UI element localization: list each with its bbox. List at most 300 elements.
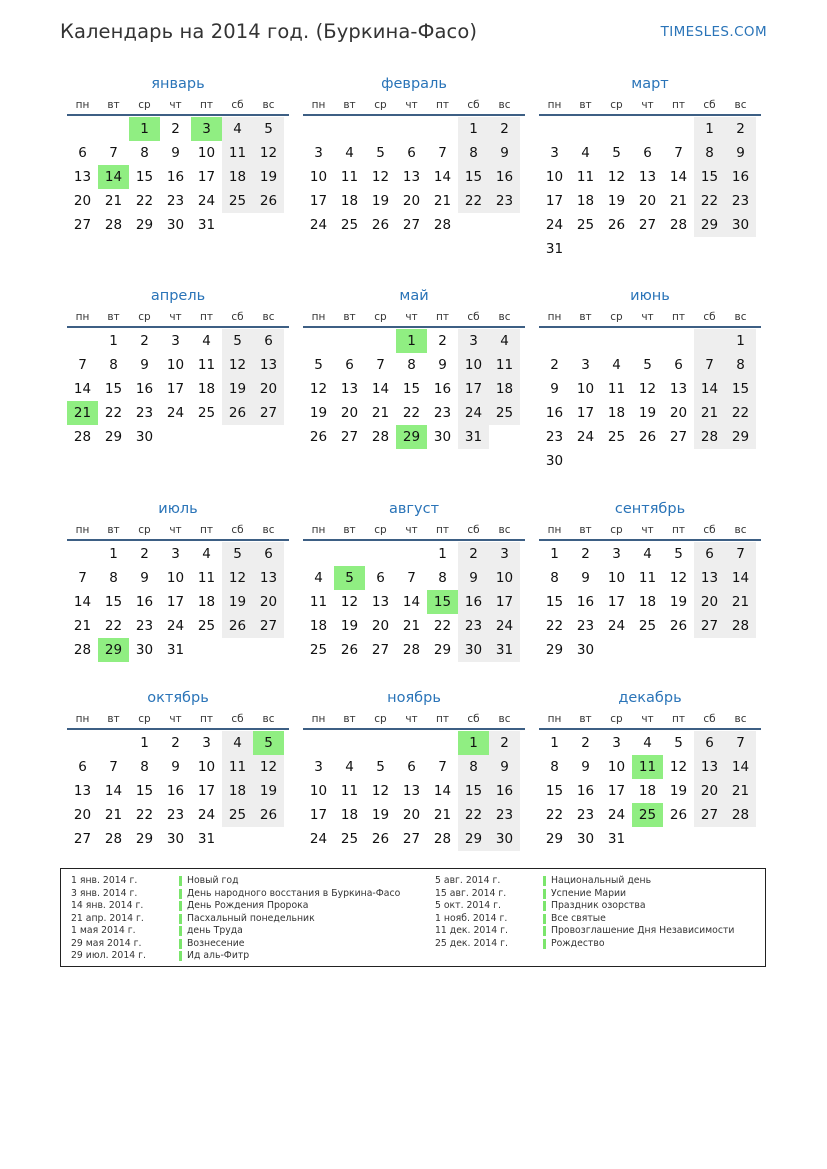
- weekend-day-cell: 15: [458, 779, 489, 803]
- empty-day-cell: [632, 117, 663, 141]
- day-cell: 2: [581, 546, 590, 562]
- day-cell: 9: [550, 381, 559, 397]
- holiday-marker: [179, 889, 182, 899]
- day-cell: 17: [607, 783, 626, 799]
- day-cell: 8: [109, 357, 118, 373]
- weekend-day-cell: 29: [694, 213, 725, 237]
- weekend-day-cell: 15: [725, 377, 756, 401]
- weekend-day-cell: 23: [725, 189, 756, 213]
- holiday-legend: [60, 868, 766, 967]
- day-cell: 10: [309, 169, 328, 185]
- weekday-label: пн: [75, 99, 90, 111]
- weekend-day-cell: 5: [222, 329, 253, 353]
- day-cell: 10: [197, 145, 216, 161]
- month-name: май: [399, 288, 429, 304]
- day-cell: 11: [197, 357, 216, 373]
- weekday-label: чт: [641, 311, 654, 323]
- day-cell: 18: [607, 405, 626, 421]
- day-cell: 18: [638, 594, 657, 610]
- day-cell: 6: [78, 145, 87, 161]
- empty-day-cell: [98, 731, 129, 755]
- weekend-day-cell: 12: [222, 353, 253, 377]
- weekend-day-cell: 23: [489, 803, 520, 827]
- weekend-day-cell: 13: [694, 755, 725, 779]
- day-cell: 10: [576, 381, 595, 397]
- holiday-day-cell: 25: [632, 803, 663, 827]
- empty-day-cell: [67, 117, 98, 141]
- day-cell: 28: [371, 429, 390, 445]
- day-grid: [539, 731, 761, 851]
- day-cell: 27: [73, 217, 92, 233]
- day-cell: 22: [104, 618, 123, 634]
- day-cell: 25: [309, 642, 328, 658]
- weekend-day-cell: 27: [694, 614, 725, 638]
- weekend-day-cell: 19: [253, 779, 284, 803]
- day-cell: 27: [402, 831, 421, 847]
- month-block: [67, 688, 289, 851]
- day-cell: 23: [135, 618, 154, 634]
- day-cell: 12: [371, 169, 390, 185]
- day-cell: 7: [109, 759, 118, 775]
- legend-date: 11 дек. 2014 г.: [435, 925, 508, 936]
- day-cell: 27: [638, 217, 657, 233]
- day-cell: 11: [309, 594, 328, 610]
- day-cell: 5: [643, 357, 652, 373]
- weekday-label: вс: [734, 311, 747, 323]
- day-cell: 18: [309, 618, 328, 634]
- day-cell: 4: [581, 145, 590, 161]
- day-cell: 4: [202, 333, 211, 349]
- weekday-label: чт: [641, 524, 654, 536]
- day-cell: 10: [166, 570, 185, 586]
- day-cell: 13: [371, 594, 390, 610]
- day-cell: 19: [371, 193, 390, 209]
- empty-day-cell: [570, 117, 601, 141]
- day-cell: 18: [197, 594, 216, 610]
- day-cell: 2: [171, 735, 180, 751]
- weekday-header: [539, 97, 761, 116]
- day-cell: 30: [166, 217, 185, 233]
- legend-column-left: [71, 875, 400, 963]
- empty-day-cell: [396, 117, 427, 141]
- day-cell: 4: [202, 546, 211, 562]
- day-cell: 17: [309, 807, 328, 823]
- day-cell: 3: [314, 759, 323, 775]
- weekday-label: пт: [672, 713, 685, 725]
- day-cell: 2: [550, 357, 559, 373]
- day-cell: 28: [73, 642, 92, 658]
- weekday-header: [303, 522, 525, 541]
- site-link[interactable]: TIMESLES.COM: [660, 24, 767, 40]
- weekend-day-cell: 28: [694, 425, 725, 449]
- legend-row: [71, 888, 400, 901]
- month-name: июль: [158, 501, 198, 517]
- legend-date: 1 нояб. 2014 г.: [435, 912, 508, 924]
- day-cell: 8: [438, 570, 447, 586]
- holiday-day-cell: 29: [396, 425, 427, 449]
- month-block: [67, 286, 289, 449]
- weekend-day-cell: 4: [222, 117, 253, 141]
- weekday-label: чт: [169, 99, 182, 111]
- day-cell: 1: [109, 333, 118, 349]
- weekday-label: ср: [610, 713, 623, 725]
- weekend-day-cell: 28: [725, 803, 756, 827]
- weekend-day-cell: 6: [253, 542, 284, 566]
- day-cell: 19: [340, 618, 359, 634]
- day-cell: 16: [166, 169, 185, 185]
- weekday-header: [67, 711, 289, 730]
- month-name: январь: [151, 76, 205, 92]
- weekend-day-cell: 13: [694, 566, 725, 590]
- day-cell: 22: [104, 405, 123, 421]
- day-cell: 22: [135, 807, 154, 823]
- day-cell: 12: [340, 594, 359, 610]
- month-name: февраль: [381, 76, 447, 92]
- day-cell: 16: [576, 783, 595, 799]
- day-cell: 12: [638, 381, 657, 397]
- month-name: апрель: [150, 288, 206, 304]
- holiday-day-cell: 5: [334, 566, 365, 590]
- weekend-day-cell: 28: [725, 614, 756, 638]
- day-cell: 22: [545, 807, 564, 823]
- day-cell: 30: [576, 642, 595, 658]
- day-grid: [303, 117, 525, 237]
- holiday-marker: [543, 889, 546, 899]
- weekend-day-cell: 24: [458, 401, 489, 425]
- weekend-day-cell: 13: [253, 566, 284, 590]
- month-block: [67, 74, 289, 237]
- empty-day-cell: [67, 329, 98, 353]
- day-cell: 24: [309, 831, 328, 847]
- weekend-day-cell: 7: [694, 353, 725, 377]
- weekend-day-cell: 24: [489, 614, 520, 638]
- weekday-label: пн: [547, 311, 562, 323]
- day-cell: 29: [135, 831, 154, 847]
- day-grid: [67, 329, 289, 449]
- weekend-day-cell: 22: [458, 803, 489, 827]
- month-name: август: [388, 501, 440, 517]
- day-cell: 19: [669, 594, 688, 610]
- day-cell: 21: [104, 807, 123, 823]
- day-cell: 23: [166, 807, 185, 823]
- weekend-day-cell: 2: [489, 731, 520, 755]
- day-cell: 5: [376, 759, 385, 775]
- day-cell: 28: [73, 429, 92, 445]
- empty-day-cell: [632, 329, 663, 353]
- day-cell: 17: [545, 193, 564, 209]
- day-cell: 22: [433, 618, 452, 634]
- weekend-day-cell: 9: [725, 141, 756, 165]
- weekday-label: пн: [547, 713, 562, 725]
- day-cell: 2: [438, 333, 447, 349]
- legend-holiday-name: День народного восстания в Буркина-Фасо: [187, 887, 401, 899]
- legend-row: [71, 913, 400, 926]
- day-cell: 23: [433, 405, 452, 421]
- weekday-label: ср: [138, 713, 151, 725]
- holiday-marker: [179, 939, 182, 949]
- month-block: [539, 688, 761, 851]
- weekday-label: вт: [579, 713, 592, 725]
- weekend-day-cell: 21: [725, 779, 756, 803]
- day-cell: 28: [104, 831, 123, 847]
- day-cell: 10: [309, 783, 328, 799]
- empty-day-cell: [365, 117, 396, 141]
- day-cell: 30: [135, 429, 154, 445]
- weekend-day-cell: 16: [458, 590, 489, 614]
- weekend-day-cell: 14: [725, 566, 756, 590]
- weekend-day-cell: 17: [489, 590, 520, 614]
- legend-holiday-name: день Труда: [187, 925, 243, 936]
- weekend-day-cell: 19: [222, 590, 253, 614]
- weekend-day-cell: 26: [253, 189, 284, 213]
- weekday-label: пт: [672, 99, 685, 111]
- weekend-day-cell: 6: [253, 329, 284, 353]
- empty-day-cell: [427, 117, 458, 141]
- day-cell: 12: [371, 783, 390, 799]
- day-cell: 5: [612, 145, 621, 161]
- weekend-day-cell: 20: [694, 590, 725, 614]
- day-cell: 26: [638, 429, 657, 445]
- day-cell: 30: [576, 831, 595, 847]
- holiday-marker: [543, 926, 546, 936]
- holiday-day-cell: 1: [396, 329, 427, 353]
- day-cell: 13: [340, 381, 359, 397]
- weekday-label: вт: [343, 524, 356, 536]
- empty-day-cell: [601, 329, 632, 353]
- day-cell: 6: [345, 357, 354, 373]
- weekend-day-cell: 13: [253, 353, 284, 377]
- weekday-label: сб: [467, 99, 480, 111]
- day-cell: 29: [135, 217, 154, 233]
- day-cell: 6: [407, 759, 416, 775]
- weekend-day-cell: 25: [489, 401, 520, 425]
- day-cell: 11: [197, 570, 216, 586]
- empty-day-cell: [334, 731, 365, 755]
- day-cell: 1: [550, 546, 559, 562]
- day-cell: 31: [197, 831, 216, 847]
- weekend-day-cell: 6: [694, 731, 725, 755]
- weekday-label: сб: [467, 311, 480, 323]
- day-cell: 23: [576, 807, 595, 823]
- weekend-day-cell: 2: [725, 117, 756, 141]
- day-cell: 8: [407, 357, 416, 373]
- weekday-label: чт: [641, 99, 654, 111]
- month-block: [303, 74, 525, 237]
- weekend-day-cell: 30: [489, 827, 520, 851]
- day-cell: 8: [109, 570, 118, 586]
- empty-day-cell: [67, 731, 98, 755]
- weekday-label: пт: [200, 311, 213, 323]
- day-cell: 13: [402, 783, 421, 799]
- day-cell: 3: [581, 357, 590, 373]
- day-cell: 17: [166, 594, 185, 610]
- weekend-day-cell: 15: [458, 165, 489, 189]
- weekend-day-cell: 5: [222, 542, 253, 566]
- day-cell: 6: [376, 570, 385, 586]
- weekend-day-cell: 20: [253, 590, 284, 614]
- empty-day-cell: [334, 542, 365, 566]
- weekday-label: ср: [138, 311, 151, 323]
- holiday-day-cell: 5: [253, 731, 284, 755]
- day-cell: 11: [340, 783, 359, 799]
- day-cell: 18: [197, 381, 216, 397]
- weekday-label: вс: [262, 99, 275, 111]
- day-cell: 27: [340, 429, 359, 445]
- weekday-label: чт: [405, 99, 418, 111]
- weekend-day-cell: 3: [458, 329, 489, 353]
- day-cell: 12: [607, 169, 626, 185]
- empty-day-cell: [694, 329, 725, 353]
- weekday-label: вт: [107, 713, 120, 725]
- weekday-label: пн: [75, 713, 90, 725]
- legend-row: [71, 925, 400, 938]
- day-cell: 24: [197, 807, 216, 823]
- weekend-day-cell: 5: [253, 117, 284, 141]
- day-cell: 3: [612, 735, 621, 751]
- day-cell: 15: [104, 381, 123, 397]
- day-cell: 23: [135, 405, 154, 421]
- weekend-day-cell: 12: [253, 141, 284, 165]
- legend-holiday-name: Праздник озорства: [551, 900, 646, 911]
- day-cell: 8: [140, 145, 149, 161]
- weekday-label: сб: [467, 524, 480, 536]
- weekend-day-cell: 26: [222, 401, 253, 425]
- legend-date: 5 окт. 2014 г.: [435, 900, 501, 911]
- day-cell: 15: [402, 381, 421, 397]
- weekday-label: ср: [374, 99, 387, 111]
- day-cell: 26: [309, 429, 328, 445]
- day-cell: 21: [73, 618, 92, 634]
- legend-holiday-name: Все святые: [551, 912, 606, 924]
- legend-date: 29 июл. 2014 г.: [71, 950, 146, 961]
- day-cell: 3: [171, 546, 180, 562]
- day-cell: 28: [402, 642, 421, 658]
- month-block: [303, 499, 525, 662]
- weekday-label: вс: [262, 311, 275, 323]
- day-cell: 26: [607, 217, 626, 233]
- weekend-day-cell: 17: [458, 377, 489, 401]
- day-cell: 20: [73, 807, 92, 823]
- weekday-label: вт: [343, 99, 356, 111]
- weekday-label: чт: [641, 713, 654, 725]
- weekday-label: ср: [610, 311, 623, 323]
- weekend-day-cell: 30: [725, 213, 756, 237]
- weekend-day-cell: 1: [458, 117, 489, 141]
- day-cell: 1: [438, 546, 447, 562]
- day-cell: 31: [166, 642, 185, 658]
- weekday-label: вс: [262, 713, 275, 725]
- day-cell: 14: [433, 783, 452, 799]
- day-cell: 31: [197, 217, 216, 233]
- weekend-day-cell: 11: [222, 755, 253, 779]
- empty-day-cell: [365, 731, 396, 755]
- weekend-day-cell: 31: [489, 638, 520, 662]
- legend-date: 21 апр. 2014 г.: [71, 912, 144, 924]
- day-grid: [67, 731, 289, 851]
- day-cell: 4: [314, 570, 323, 586]
- day-cell: 24: [545, 217, 564, 233]
- legend-holiday-name: Пасхальный понедельник: [187, 912, 315, 924]
- day-cell: 21: [433, 807, 452, 823]
- day-cell: 24: [576, 429, 595, 445]
- day-cell: 13: [638, 169, 657, 185]
- weekend-day-cell: 11: [489, 353, 520, 377]
- day-cell: 24: [166, 405, 185, 421]
- weekday-label: сб: [703, 99, 716, 111]
- page-title: Календарь на 2014 год. (Буркина-Фасо): [60, 20, 478, 43]
- legend-date: 29 мая 2014 г.: [71, 937, 142, 949]
- day-cell: 25: [607, 429, 626, 445]
- day-grid: [67, 542, 289, 662]
- weekend-day-cell: 22: [458, 189, 489, 213]
- day-cell: 20: [669, 405, 688, 421]
- weekend-day-cell: 4: [489, 329, 520, 353]
- day-cell: 25: [197, 618, 216, 634]
- month-block: [303, 688, 525, 851]
- holiday-day-cell: 3: [191, 117, 222, 141]
- legend-holiday-name: День Рождения Пророка: [187, 900, 309, 911]
- day-cell: 8: [140, 759, 149, 775]
- day-cell: 2: [140, 333, 149, 349]
- month-block: [539, 74, 761, 261]
- day-cell: 15: [135, 783, 154, 799]
- holiday-day-cell: 14: [98, 165, 129, 189]
- weekday-label: вс: [262, 524, 275, 536]
- day-cell: 24: [607, 618, 626, 634]
- legend-row: [435, 875, 734, 888]
- day-cell: 6: [407, 145, 416, 161]
- weekday-label: чт: [405, 311, 418, 323]
- day-cell: 4: [612, 357, 621, 373]
- day-cell: 21: [104, 193, 123, 209]
- legend-row: [435, 938, 734, 951]
- day-cell: 16: [135, 594, 154, 610]
- empty-day-cell: [396, 731, 427, 755]
- day-cell: 13: [73, 783, 92, 799]
- weekend-day-cell: 27: [253, 614, 284, 638]
- weekend-day-cell: 29: [725, 425, 756, 449]
- weekend-day-cell: 10: [458, 353, 489, 377]
- day-cell: 9: [171, 145, 180, 161]
- legend-holiday-name: Рождество: [551, 937, 605, 949]
- day-cell: 26: [371, 831, 390, 847]
- day-cell: 26: [340, 642, 359, 658]
- day-cell: 30: [135, 642, 154, 658]
- weekday-label: сб: [467, 713, 480, 725]
- weekend-day-cell: 7: [725, 542, 756, 566]
- weekend-day-cell: 10: [489, 566, 520, 590]
- legend-row: [435, 888, 734, 901]
- holiday-marker: [179, 876, 182, 886]
- weekday-label: вс: [498, 524, 511, 536]
- day-cell: 19: [669, 783, 688, 799]
- weekend-day-cell: 19: [253, 165, 284, 189]
- day-cell: 3: [550, 145, 559, 161]
- empty-day-cell: [601, 117, 632, 141]
- weekday-label: пт: [436, 99, 449, 111]
- weekend-day-cell: 18: [489, 377, 520, 401]
- weekday-label: вс: [498, 311, 511, 323]
- weekend-day-cell: 16: [489, 779, 520, 803]
- weekend-day-cell: 8: [458, 141, 489, 165]
- empty-day-cell: [67, 542, 98, 566]
- weekday-label: вт: [107, 311, 120, 323]
- legend-column-right: [435, 875, 734, 950]
- holiday-marker: [179, 914, 182, 924]
- day-cell: 12: [309, 381, 328, 397]
- day-cell: 30: [545, 453, 564, 469]
- holiday-day-cell: 15: [427, 590, 458, 614]
